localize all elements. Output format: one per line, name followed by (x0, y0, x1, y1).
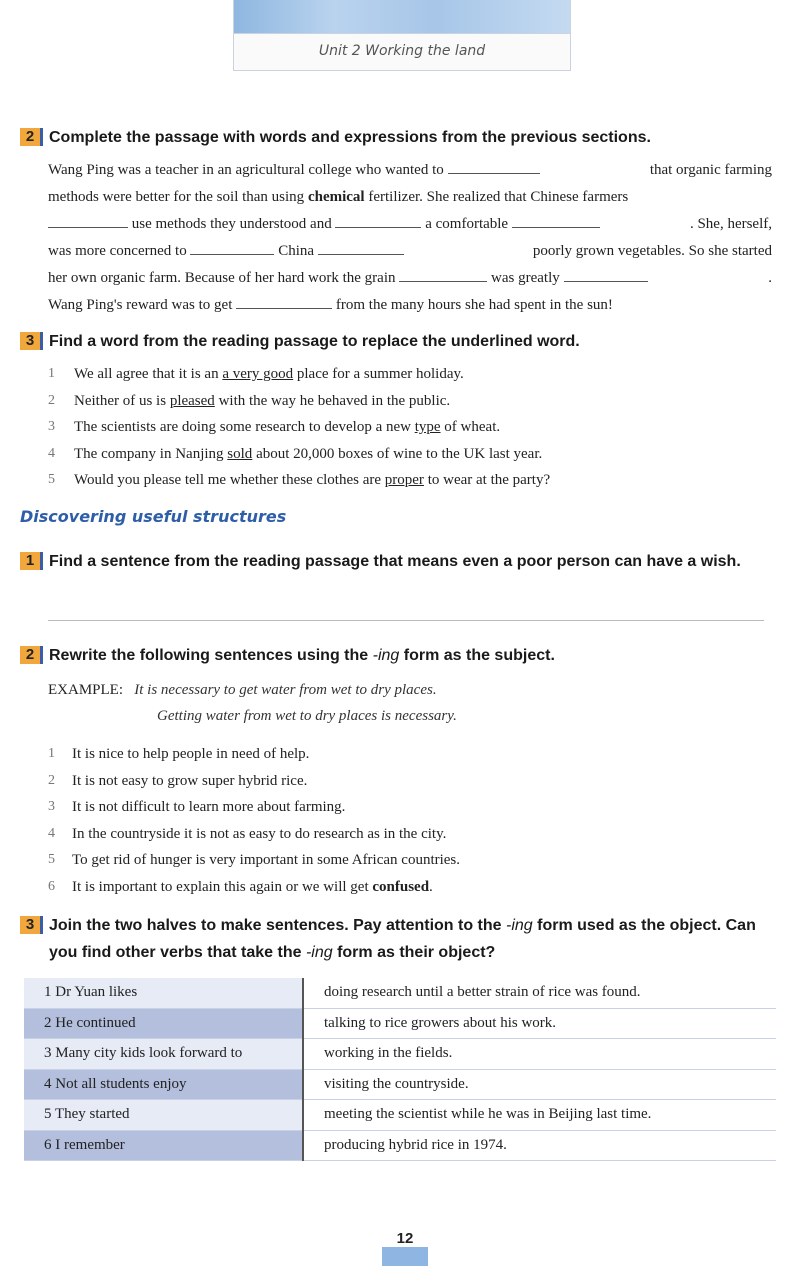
exercise-number-badge: 3 (20, 332, 43, 350)
passage-text: that organic farming (649, 162, 772, 178)
table-row (24, 1069, 776, 1100)
item-text: of wheat. (440, 419, 501, 435)
item-text: The scientists are doing some research to develop a new (74, 419, 415, 435)
structures-2-section (20, 642, 780, 900)
list-item (48, 874, 780, 901)
list-item (48, 847, 780, 874)
blank-5[interactable] (190, 239, 274, 255)
structures-2-instruction (49, 642, 555, 669)
sentence-end[interactable]: producing hybrid rice in 1974. (303, 1130, 776, 1161)
table-row (24, 1008, 776, 1039)
item-number: 1 (48, 366, 55, 381)
structures-3-section (20, 912, 780, 966)
item-text: . (429, 878, 433, 895)
bold-word: confused (372, 878, 430, 895)
table-row (24, 1039, 776, 1070)
item-text: In the countryside it is not as easy to do research as in the city. (72, 825, 447, 842)
item-text: The company in Nanjing (74, 445, 228, 462)
item-text: We all agree that it is an (74, 366, 223, 382)
item-text: Neither of us is (74, 392, 170, 409)
passage-text: her own organic farm. Because of her hard work the grain (48, 270, 396, 286)
item-number: 4 (48, 825, 55, 841)
example-answer: Getting water from wet to dry places is necessary. (157, 708, 457, 724)
underlined-word: proper (384, 472, 424, 488)
exercise-number-badge: 1 (20, 552, 43, 570)
sentence-end[interactable]: meeting the scientist while he was in Beijing last time. (303, 1100, 776, 1131)
passage-text: Wang Ping was a teacher in an agricultural college who wanted to (48, 162, 444, 178)
sentence-start[interactable]: 5 They started (24, 1100, 303, 1131)
passage-text: . She, herself, (689, 216, 772, 232)
sentence-start[interactable]: 4 Not all students enjoy (24, 1069, 303, 1100)
section-subtitle: Discovering useful structures (20, 507, 287, 526)
instruction-text: form used as the object. Can you find other verbs that take the (49, 917, 756, 961)
instruction-text: Rewrite the following sentences using the (49, 647, 373, 664)
passage-text: was more concerned to (48, 243, 187, 259)
blank-6[interactable] (318, 239, 404, 255)
exercise-number-badge: 3 (20, 916, 43, 934)
answer-line[interactable] (48, 620, 764, 621)
structures-2-heading (20, 642, 780, 669)
sentence-start[interactable]: 2 He continued (24, 1008, 303, 1039)
item-text: To get rid of hunger is very important in some African countries. (72, 852, 461, 868)
passage-text: was greatly (491, 270, 560, 286)
passage-text: a comfortable (425, 216, 509, 232)
sentence-end[interactable]: working in the fields. (303, 1039, 776, 1070)
blank-7[interactable] (399, 266, 487, 282)
unit-title: Unit 2 Working the land (318, 43, 486, 59)
exercise-2-section (20, 124, 780, 319)
structures-3-instruction (49, 912, 780, 966)
passage-text: Wang Ping's reward was to get (48, 297, 233, 313)
instruction-emphasis: -ing (506, 917, 533, 934)
list-item (48, 467, 780, 494)
item-text: place for a summer holiday. (293, 366, 464, 382)
bold-word: chemical (307, 189, 365, 205)
passage-text: . (768, 270, 772, 286)
passage-text: from the many hours she had spent in the sun! (335, 297, 613, 313)
list-item (48, 361, 780, 388)
sentence-end[interactable]: talking to rice growers about his work. (303, 1008, 776, 1039)
blank-9[interactable] (236, 293, 332, 309)
unit-header-banner (233, 0, 571, 71)
structures-1-heading (20, 548, 780, 575)
exercise-3-section (20, 328, 780, 494)
structures-1-section (20, 548, 780, 575)
item-text: It is not easy to grow super hybrid rice. (72, 772, 308, 789)
item-number: 4 (48, 445, 55, 461)
item-number: 1 (48, 746, 55, 761)
passage-text: China (278, 243, 315, 259)
underlined-word: pleased (169, 392, 215, 409)
blank-3[interactable] (335, 212, 421, 228)
instruction-text: form as the subject. (399, 647, 555, 664)
sentence-start[interactable]: 1 Dr Yuan likes (24, 978, 303, 1008)
header-illustration (234, 0, 570, 34)
exercise-3-list (48, 361, 780, 494)
blank-2[interactable] (48, 212, 128, 228)
instruction-emphasis: -ing (305, 944, 333, 961)
item-number: 3 (48, 799, 55, 814)
item-number: 2 (48, 392, 55, 408)
sentence-start[interactable]: 6 I remember (24, 1130, 303, 1161)
underlined-word: type (414, 419, 441, 435)
blank-4[interactable] (512, 212, 600, 228)
item-text: It is not difficult to learn more about farming. (72, 799, 346, 815)
underlined-word: sold (227, 445, 253, 462)
list-item (48, 441, 780, 468)
exercise-3-heading (20, 328, 780, 355)
item-number: 5 (48, 472, 55, 487)
item-number: 3 (48, 419, 55, 434)
example-block (48, 677, 780, 729)
exercise-2-heading (20, 124, 780, 151)
item-text: It is important to explain this again or we will get (72, 878, 373, 895)
blank-1[interactable] (448, 158, 540, 174)
item-text: with the way he behaved in the public. (214, 392, 451, 409)
item-text: to wear at the party? (423, 472, 551, 488)
page-number: 12 (382, 1228, 428, 1266)
sentence-end[interactable]: visiting the countryside. (303, 1069, 776, 1100)
table-row (24, 1100, 776, 1131)
table-row (24, 978, 776, 1008)
structures-3-heading (20, 912, 780, 966)
underlined-word: a very good (222, 366, 294, 382)
passage-text: use methods they understood and (131, 216, 332, 232)
blank-8[interactable] (564, 266, 648, 282)
instruction-text: form as their object? (332, 944, 496, 961)
structures-1-instruction: Find a sentence from the reading passage that means even a poor person can have a wish. (49, 553, 741, 570)
list-item (48, 794, 780, 821)
instruction-emphasis: -ing (372, 647, 400, 664)
list-item (48, 821, 780, 848)
exercise-number-badge: 2 (20, 646, 43, 664)
list-item (48, 388, 780, 415)
structures-2-list (48, 741, 780, 900)
item-text: Would you please tell me whether these clothes are (74, 472, 385, 488)
table-row (24, 1130, 776, 1161)
exercise-3-instruction: Find a word from the reading passage to replace the underlined word. (49, 333, 580, 350)
item-number: 5 (48, 852, 55, 867)
matching-table (24, 978, 776, 1161)
passage-text: methods were better for the soil than using (48, 189, 305, 205)
instruction-text: Join the two halves to make sentences. Pay attention to the (49, 917, 506, 934)
item-text: It is nice to help people in need of help. (72, 746, 310, 762)
item-number: 2 (48, 772, 55, 788)
exercise-number-badge: 2 (20, 128, 43, 146)
sentence-end[interactable]: doing research until a better strain of rice was found. (303, 978, 776, 1008)
list-item (48, 414, 780, 441)
passage-text: poorly grown vegetables. So she started (532, 243, 772, 259)
example-sentence: It is necessary to get water from wet to dry places. (134, 682, 437, 698)
sentence-start[interactable]: 3 Many city kids look forward to (24, 1039, 303, 1070)
item-number: 6 (48, 878, 55, 894)
exercise-2-instruction: Complete the passage with words and expressions from the previous sections. (49, 129, 651, 146)
list-item (48, 741, 780, 768)
item-text: about 20,000 boxes of wine to the UK last year. (252, 445, 543, 462)
passage-text: fertilizer. She realized that Chinese farmers (368, 189, 629, 205)
list-item (48, 768, 780, 795)
example-label: EXAMPLE: (48, 682, 123, 698)
cloze-passage (48, 157, 772, 319)
